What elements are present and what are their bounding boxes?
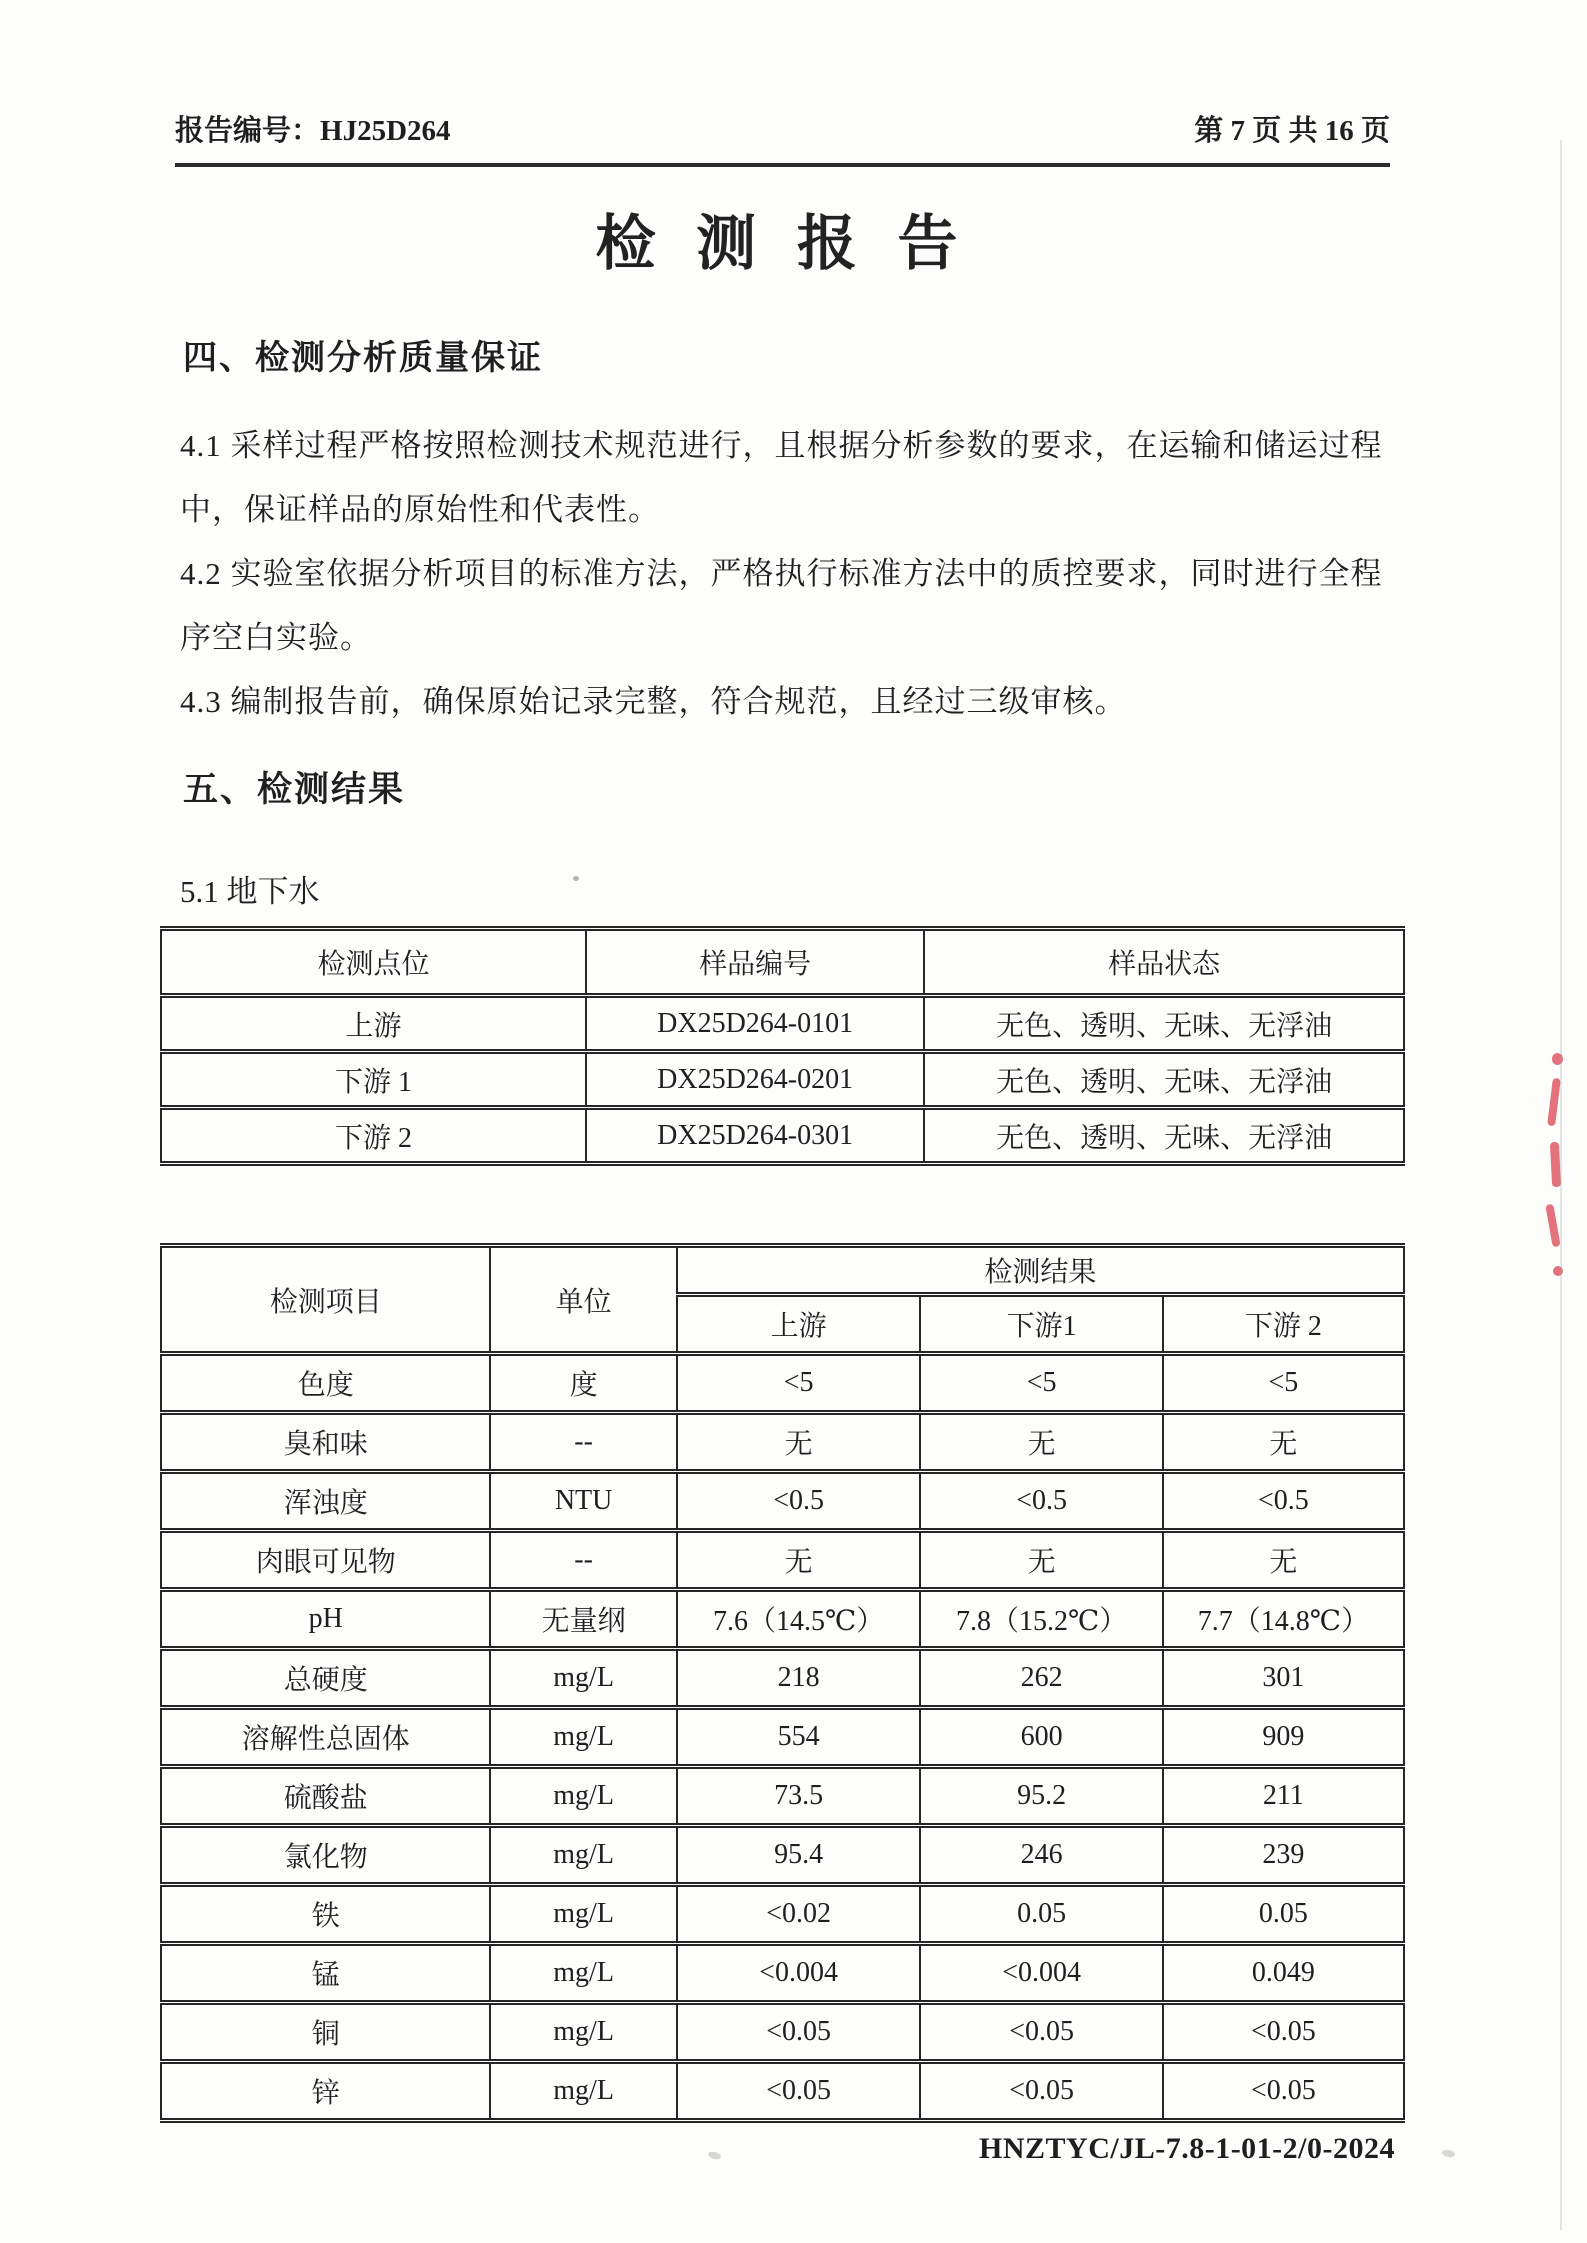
value-cell: 262 [920,1649,1162,1708]
results-row [161,1826,1404,1885]
value-cell: <0.05 [1163,2062,1404,2121]
value-cell: <0.05 [920,2003,1162,2062]
value-cell: 95.4 [677,1826,921,1885]
report-number-label: 报告编号： [175,115,321,147]
test-results-table [160,1243,1405,2123]
results-row [161,1472,1404,1531]
unit-cell: mg/L [490,1944,676,2003]
value-cell: <0.004 [677,1944,921,2003]
value-cell: 600 [920,1708,1162,1767]
section-5-1-subheading: 5.1 地下水 [180,874,320,909]
value-cell: 218 [677,1649,921,1708]
value-cell: 7.8（15.2℃） [920,1590,1162,1649]
report-number-value: HJ25D264 [320,115,451,147]
column-header-unit: 单位 [490,1246,676,1354]
sample-state-cell: 无色、透明、无味、无浮油 [924,1052,1404,1108]
value-cell: 无 [677,1413,921,1472]
results-row [161,1944,1404,2003]
item-cell: 锌 [161,2062,490,2121]
unit-cell: mg/L [490,2062,676,2121]
unit-cell: mg/L [490,1826,676,1885]
column-header-downstream-2: 下游 2 [1163,1295,1404,1354]
value-cell: 909 [1163,1708,1404,1767]
value-cell: 无 [920,1413,1162,1472]
page-header [175,108,1390,167]
value-cell: 301 [1163,1649,1404,1708]
results-row [161,1590,1404,1649]
point-cell: 下游 1 [161,1052,586,1108]
value-cell: <0.05 [1163,2003,1404,2062]
item-cell: pH [161,1590,490,1649]
column-header-results: 检测结果 [677,1246,1404,1295]
unit-cell: mg/L [490,2003,676,2062]
column-header-downstream-1: 下游1 [920,1295,1162,1354]
report-number [175,108,451,149]
unit-cell: -- [490,1413,676,1472]
point-cell: 上游 [161,996,586,1052]
results-row [161,1354,1404,1413]
value-cell: <5 [920,1354,1162,1413]
results-row [161,1708,1404,1767]
column-header-point: 检测点位 [161,929,586,996]
item-cell: 硫酸盐 [161,1767,490,1826]
value-cell: 0.05 [920,1885,1162,1944]
sample-id-cell: DX25D264-0301 [586,1108,924,1164]
sample-id-cell: DX25D264-0201 [586,1052,924,1108]
results-row [161,2003,1404,2062]
scan-speck [573,876,579,881]
item-cell: 臭和味 [161,1413,490,1472]
item-cell: 色度 [161,1354,490,1413]
point-cell: 下游 2 [161,1108,586,1164]
value-cell: <5 [1163,1354,1404,1413]
value-cell: <5 [677,1354,921,1413]
value-cell: <0.05 [677,2003,921,2062]
section-5-heading: 五、检测结果 [183,770,406,809]
item-cell: 锰 [161,1944,490,2003]
item-cell: 铜 [161,2003,490,2062]
paragraph-4-2-line-1: 4.2 实验室依据分析项目的标准方法，严格执行标准方法中的质控要求，同时进行全程 [180,556,1383,591]
scan-speck [1441,2149,1455,2159]
stamp-mark [1547,1078,1561,1127]
value-cell: <0.5 [1163,1472,1404,1531]
value-cell: <0.5 [677,1472,921,1531]
value-cell: 无 [920,1531,1162,1590]
results-row [161,1413,1404,1472]
item-cell: 铁 [161,1885,490,1944]
unit-cell: NTU [490,1472,676,1531]
results-header-row-1 [161,1246,1404,1295]
page-title: 检 测 报 告 [595,210,970,277]
column-header-sample-state: 样品状态 [924,929,1404,996]
table-header-row [161,929,1404,996]
unit-cell: 无量纲 [490,1590,676,1649]
value-cell: <0.004 [920,1944,1162,2003]
results-row [161,1649,1404,1708]
sample-id-cell: DX25D264-0101 [586,996,924,1052]
section-4-paragraphs [180,414,1415,734]
value-cell: <0.05 [920,2062,1162,2121]
item-cell: 总硬度 [161,1649,490,1708]
item-cell: 氯化物 [161,1826,490,1885]
item-cell: 溶解性总固体 [161,1708,490,1767]
unit-cell: mg/L [490,1885,676,1944]
value-cell: 95.2 [920,1767,1162,1826]
results-row [161,1767,1404,1826]
column-header-upstream: 上游 [677,1295,921,1354]
value-cell: 无 [1163,1531,1404,1590]
value-cell: <0.05 [677,2062,921,2121]
value-cell: 无 [1163,1413,1404,1472]
paragraph-4-1-line-1: 4.1 采样过程严格按照检测技术规范进行，且根据分析参数的要求，在运输和储运过程 [180,428,1383,463]
section-4-heading: 四、检测分析质量保证 [183,339,543,377]
scan-edge-line [1560,140,1562,2230]
results-row [161,1531,1404,1590]
unit-cell: -- [490,1531,676,1590]
results-row [161,2062,1404,2121]
item-cell: 浑浊度 [161,1472,490,1531]
value-cell: 239 [1163,1826,1404,1885]
value-cell: 0.05 [1163,1885,1404,1944]
sample-state-cell: 无色、透明、无味、无浮油 [924,1108,1404,1164]
table-row [161,996,1404,1052]
paragraph-4-3-line-1: 4.3 编制报告前，确保原始记录完整，符合规范，且经过三级审核。 [180,684,1127,719]
document-code: HNZTYC/JL-7.8-1-01-2/0-2024 [979,2132,1395,2165]
table-row [161,1052,1404,1108]
value-cell: 211 [1163,1767,1404,1826]
paragraph-4-2-line-2: 序空白实验。 [180,620,372,655]
results-row [161,1885,1404,1944]
value-cell: 0.049 [1163,1944,1404,2003]
unit-cell: mg/L [490,1649,676,1708]
item-cell: 肉眼可见物 [161,1531,490,1590]
value-cell: <0.5 [920,1472,1162,1531]
column-header-item: 检测项目 [161,1246,490,1354]
value-cell: 7.7（14.8℃） [1163,1590,1404,1649]
unit-cell: mg/L [490,1767,676,1826]
table-row [161,1108,1404,1164]
value-cell: 73.5 [677,1767,921,1826]
value-cell: 246 [920,1826,1162,1885]
column-header-sample-id: 样品编号 [586,929,924,996]
value-cell: <0.02 [677,1885,921,1944]
value-cell: 无 [677,1531,921,1590]
page-indicator: 第 7 页 共 16 页 [1194,115,1390,147]
sample-state-cell: 无色、透明、无味、无浮油 [924,996,1404,1052]
stamp-mark [1545,1204,1560,1248]
groundwater-sample-table [160,926,1405,1166]
value-cell: 554 [677,1708,921,1767]
unit-cell: 度 [490,1354,676,1413]
unit-cell: mg/L [490,1708,676,1767]
paragraph-4-1-line-2: 中，保证样品的原始性和代表性。 [180,492,660,527]
value-cell: 7.6（14.5℃） [677,1590,921,1649]
